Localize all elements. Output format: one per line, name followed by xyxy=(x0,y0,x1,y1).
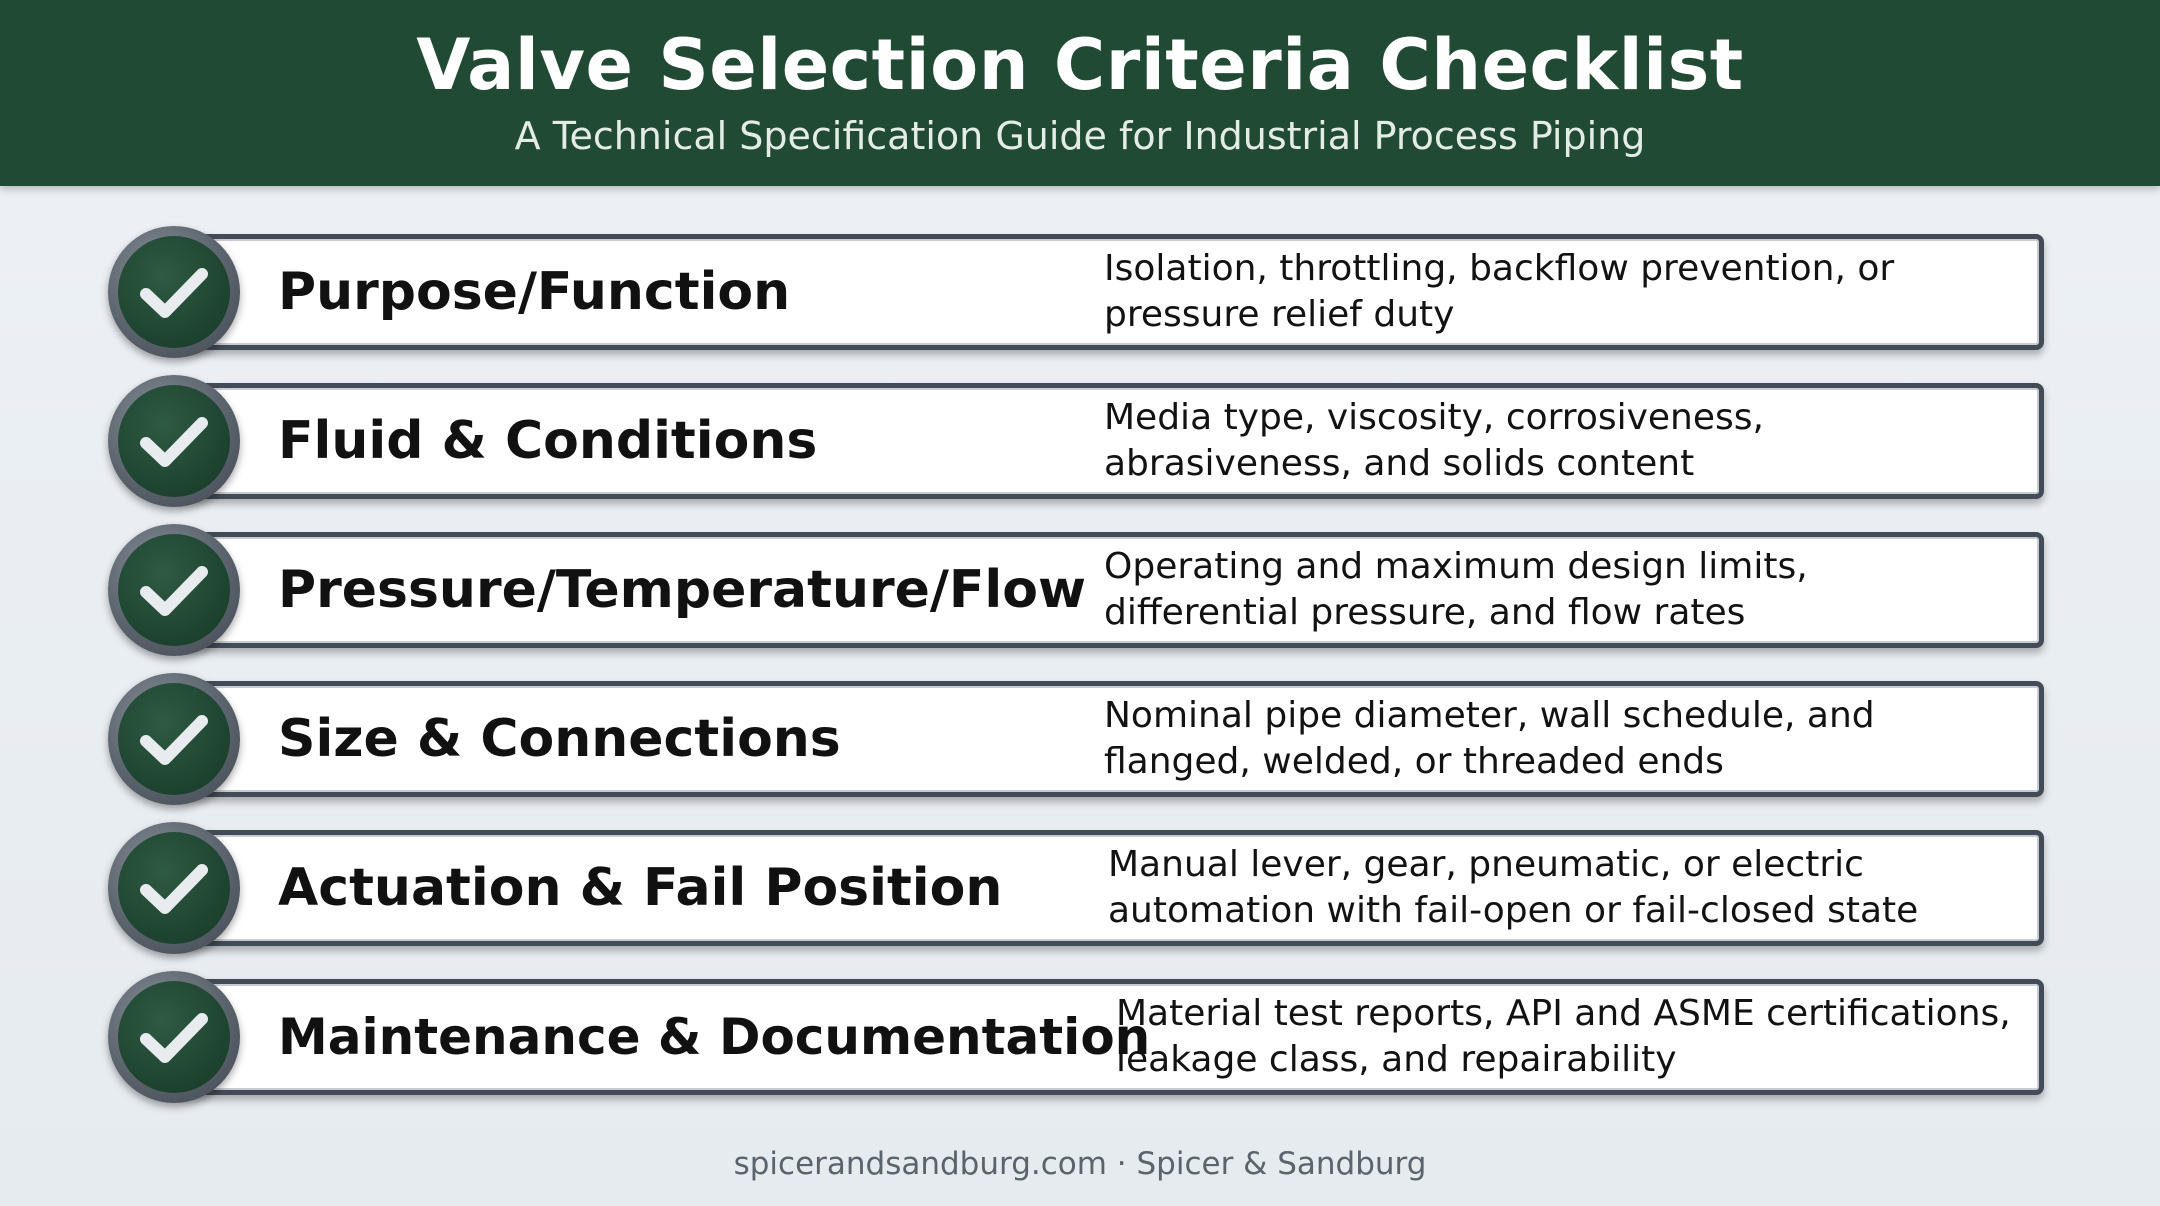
checklist-item-label: Maintenance & Documentation xyxy=(278,1008,1151,1066)
check-icon xyxy=(136,552,212,628)
checklist-item-label: Size & Connections xyxy=(278,709,841,769)
checklist-item-description: Nominal pipe diameter, wall schedule, and flanged, welded, or threaded ends xyxy=(1104,695,1875,782)
checklist-item xyxy=(108,822,2052,954)
page-title: Valve Selection Criteria Checklist xyxy=(416,24,1744,106)
checklist-item xyxy=(108,524,2052,656)
check-icon xyxy=(136,403,212,479)
check-badge xyxy=(108,822,240,954)
checklist-item xyxy=(108,971,2052,1103)
checklist-item-label: Purpose/Function xyxy=(278,262,791,322)
checklist-item-label: Actuation & Fail Position xyxy=(278,858,1003,918)
check-badge xyxy=(108,375,240,507)
checklist-item-label: Fluid & Conditions xyxy=(278,411,818,471)
check-icon xyxy=(136,999,212,1075)
checklist-item xyxy=(108,375,2052,507)
checklist-item xyxy=(108,673,2052,805)
check-icon xyxy=(136,850,212,926)
check-icon xyxy=(136,254,212,330)
page-subtitle: A Technical Specification Guide for Industrial Process Piping xyxy=(514,114,1646,158)
checklist-item-description: Material test reports, API and ASME certifications, leakage class, and repairability xyxy=(1116,993,2011,1080)
check-badge xyxy=(108,226,240,358)
check-badge xyxy=(108,524,240,656)
check-icon xyxy=(136,701,212,777)
check-badge xyxy=(108,673,240,805)
checklist-item-description: Media type, viscosity, corrosiveness, abrasiveness, and solids content xyxy=(1104,397,1764,484)
footer-credit: spicerandsandburg.com · Spicer & Sandburg xyxy=(733,1146,1427,1182)
check-badge xyxy=(108,971,240,1103)
checklist-item-description: Manual lever, gear, pneumatic, or electric automation with fail-open or fail-closed state xyxy=(1108,844,1919,931)
checklist-item-label: Pressure/Temperature/Flow xyxy=(278,560,1086,620)
checklist-item xyxy=(108,226,2052,358)
checklist-item-description: Isolation, throttling, backflow prevention, or pressure relief duty xyxy=(1104,248,1895,335)
checklist-item-description: Operating and maximum design limits, differential pressure, and flow rates xyxy=(1104,546,1808,633)
